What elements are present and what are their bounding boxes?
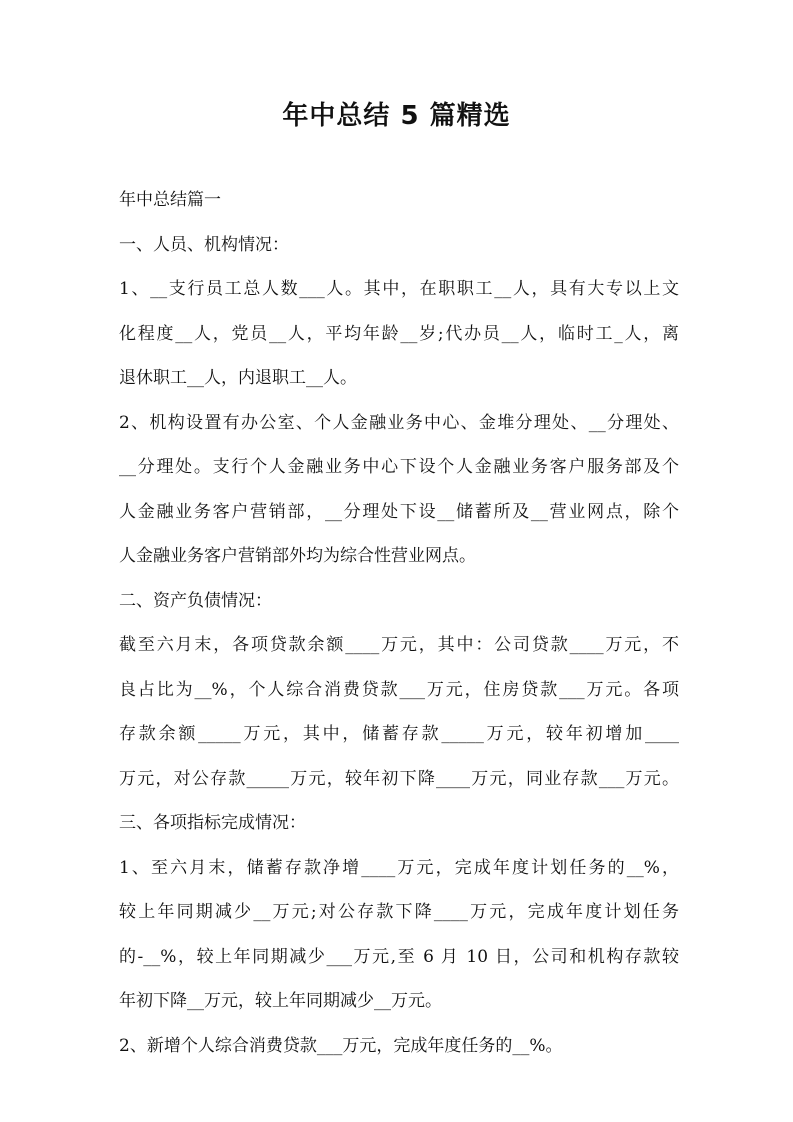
subsection-heading: 一、人员、机构情况： [119,234,289,255]
paragraph-line: 年初下降__万元，较上年同期减少__万元。 [119,991,442,1011]
subsection-heading: 三、各项指标完成情况： [119,813,306,833]
paragraph-line: __分理处。支行个人金融业务中心下设个人金融业务客户服务部及个 [119,457,679,477]
paragraph-line: 1、至六月末，储蓄存款净增____万元，完成年度计划任务的__%， [119,857,679,878]
paragraph-line: 万元，对公存款_____万元，较年初下降____万元，同业存款___万元。 [119,768,679,789]
paragraph-line: 存款余额_____万元，其中，储蓄存款_____万元，较年初增加____ [119,724,679,744]
paragraph-line: 人金融业务客户营销部外均为综合性营业网点。 [119,546,476,566]
paragraph-line: 2、机构设置有办公室、个人金融业务中心、金堆分理处、__分理处、 [119,412,679,433]
paragraph-line: 良占比为__%，个人综合消费贷款___万元，住房贷款___万元。各项 [119,679,679,700]
section-heading: 年中总结篇一 [119,190,221,210]
document-title: 年中总结 5 篇精选 [282,101,511,131]
paragraph-line: 1、__支行员工总人数___人。其中，在职职工__人，具有大专以上文 [119,279,679,299]
paragraph-line: 退休职工__人，内退职工__人。 [119,368,357,388]
paragraph-line: 2、新增个人综合消费贷款___万元，完成年度任务的__%。 [119,1035,563,1056]
paragraph-line: 截至六月末，各项贷款余额____万元，其中：公司贷款____万元，不 [119,635,679,655]
paragraph-line: 的-__%，较上年同期减少___万元,至 6 月 10 日，公司和机构存款较 [119,946,679,967]
paragraph-line: 较上年同期减少__万元;对公存款下降____万元，完成年度计划任务 [119,902,679,922]
document-body [119,178,679,1068]
paragraph-line: 人金融业务客户营销部，__分理处下设__储蓄所及__营业网点，除个 [119,501,679,522]
paragraph-line: 化程度__人，党员__人，平均年龄__岁;代办员__人，临时工_人，离 [119,323,679,344]
subsection-heading: 二、资产负债情况： [119,590,272,611]
